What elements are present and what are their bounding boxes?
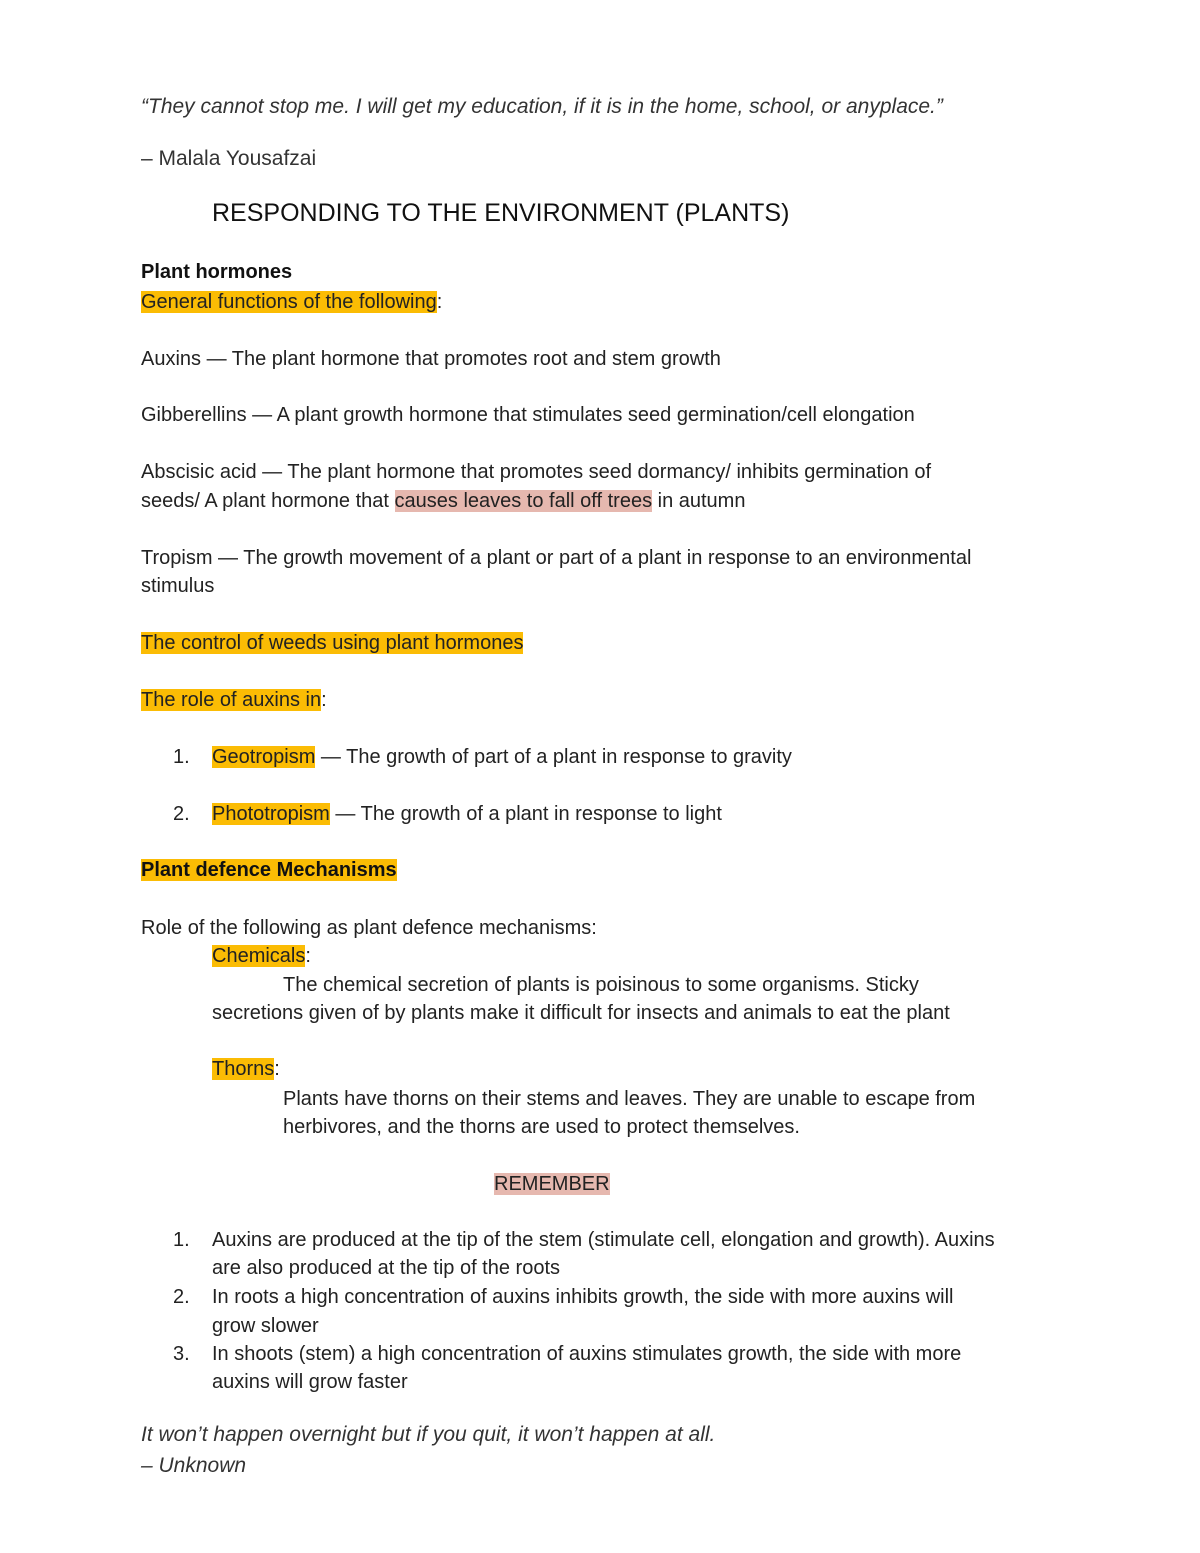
defence-heading-text: Plant defence Mechanisms — [141, 859, 397, 881]
geotropism-term: Geotropism — [212, 746, 316, 768]
remember-item-1-line1: Auxins are produced at the tip of the stem (stimulate cell, elongation and growth). Auxins — [212, 1229, 995, 1251]
hormones-subheading-colon: : — [436, 291, 443, 313]
abscisic-highlight: causes leaves to fall off trees — [394, 490, 653, 512]
quote-bottom-text: It won’t happen overnight but if you quit, it won’t happen at all. — [141, 1423, 716, 1446]
remember-item-2-line1: In roots a high concentration of auxins inhibits growth, the side with more auxins will — [212, 1286, 954, 1308]
quote-bottom-author: – Unknown — [141, 1454, 247, 1477]
list-item-number: 1. — [173, 1229, 190, 1251]
list-item-number: 3. — [173, 1343, 190, 1365]
gibberellins-definition: Gibberellins — A plant growth hormone that stimulates seed germination/cell elongation — [141, 404, 915, 426]
tropism-definition-line1: Tropism — The growth movement of a plant or part of a plant in response to an environmental — [141, 547, 972, 569]
remember-item-3-line1: In shoots (stem) a high concentration of auxins stimulates growth, the side with more — [212, 1343, 962, 1365]
chemicals-label-text: Chemicals — [212, 945, 306, 967]
list-item-number: 2. — [173, 803, 190, 825]
remember-item-3-line2: auxins will grow faster — [212, 1371, 408, 1393]
hormones-heading: Plant hormones — [141, 261, 293, 283]
abscisic-line2-post: in autumn — [652, 490, 746, 512]
page-title: RESPONDING TO THE ENVIRONMENT (PLANTS) — [212, 199, 790, 227]
auxin-role-colon: : — [321, 689, 327, 711]
chemicals-colon: : — [305, 945, 311, 967]
thorns-colon: : — [274, 1058, 280, 1080]
thorns-line2: herbivores, and the thorns are used to protect themselves. — [283, 1116, 800, 1138]
abscisic-definition-line1: Abscisic acid — The plant hormone that promotes seed dormancy/ inhibits germination of — [141, 461, 932, 483]
auxin-role-heading-text: The role of auxins in — [141, 689, 322, 711]
quote-top-text: “They cannot stop me. I will get my education, if it is in the home, school, or anyplace.” — [141, 95, 943, 118]
chemicals-line2: secretions given of by plants make it difficult for insects and animals to eat the plant — [212, 1002, 950, 1024]
geotropism-desc: — The growth of part of a plant in response to gravity — [315, 746, 792, 768]
auxins-definition: Auxins — The plant hormone that promotes root and stem growth — [141, 348, 721, 370]
abscisic-definition-line2 — [141, 487, 745, 515]
thorns-label-text: Thorns — [212, 1058, 275, 1080]
list-item — [212, 800, 722, 828]
remember-item-2-line2: grow slower — [212, 1315, 319, 1337]
defence-intro: Role of the following as plant defence mechanisms: — [141, 917, 597, 939]
thorns-label — [212, 1055, 280, 1083]
hormones-subheading — [141, 288, 442, 316]
remember-item-1-line2: are also produced at the tip of the roots — [212, 1257, 560, 1279]
list-item-number: 2. — [173, 1286, 190, 1308]
quote-top-author: – Malala Yousafzai — [141, 147, 317, 170]
list-item-number: 1. — [173, 746, 190, 768]
phototropism-term: Phototropism — [212, 803, 330, 825]
weeds-heading-text: The control of weeds using plant hormones — [141, 632, 524, 654]
tropism-definition-line2: stimulus — [141, 575, 215, 597]
remember-label: REMEMBER — [494, 1173, 610, 1195]
remember-heading — [494, 1170, 610, 1198]
list-item — [212, 743, 792, 771]
defence-heading — [141, 856, 397, 884]
thorns-line1: Plants have thorns on their stems and leaves. They are unable to escape from — [283, 1088, 976, 1110]
chemicals-line1: The chemical secretion of plants is poisinous to some organisms. Sticky — [283, 974, 919, 996]
weeds-heading — [141, 629, 523, 657]
phototropism-desc: — The growth of a plant in response to light — [329, 803, 722, 825]
hormones-subheading-text: General functions of the following — [141, 291, 437, 313]
auxin-role-heading — [141, 686, 327, 714]
chemicals-label — [212, 942, 311, 970]
abscisic-line2-pre: seeds/ A plant hormone that — [141, 490, 395, 512]
